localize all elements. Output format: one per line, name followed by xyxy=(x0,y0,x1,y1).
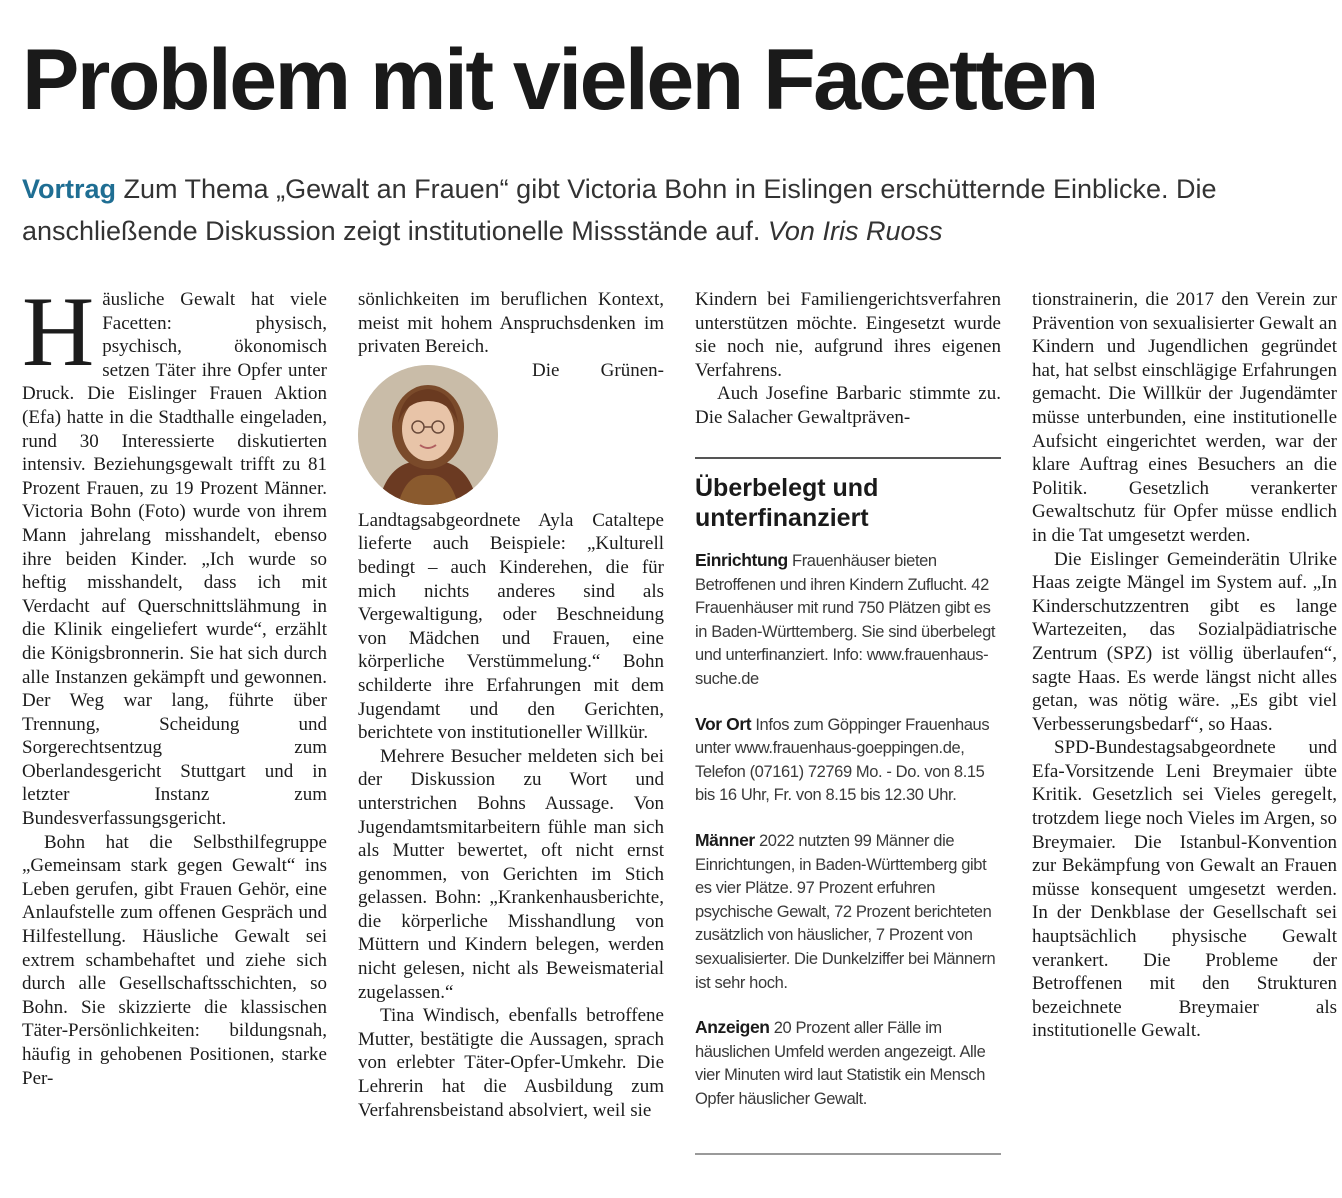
portrait-photo xyxy=(358,365,498,505)
info-item-label: Vor Ort xyxy=(695,713,752,734)
drop-cap: H xyxy=(22,276,95,387)
lead-paragraph xyxy=(22,168,1322,252)
paragraph: sönlichkeiten im beruflichen Kontext, meist mit hohem Anspruchsdenken im privaten Bereich. xyxy=(358,289,664,358)
paragraph-text: äusliche Gewalt hat viele Facetten: physisch, psychisch, ökonomisch setzen Täter ihre Opfer unter Druck. Die Eislinger Frauen Aktion (Efa) hatte in die Stadthalle eingeladen, rund 30 Interessierte diskutierten intensiv. Beziehungsgewalt trifft zu 81 Prozent Frauen, zu 19 Prozent Männer. Victoria Bohn (Foto) wurde von ihrem Mann jahrelang misshandelt, ebenso ihre beiden Kinder. „Ich wurde so heftig misshandelt, dass ich mit Verdacht auf Querschnittslähmung in die Klinik eingeliefert wurde“, erzählt die Königsbronnerin. Sie hat sich durch alle Instanzen gekämpft und gewonnen. Der Weg war lang, führte über Trennung, Scheidung und Sorgerechtsentzug zum Oberlandesgericht Stuttgart und in letzter Instanz zum Bundesverfassungsgericht. xyxy=(22,289,327,830)
paragraph: Tina Windisch, ebenfalls betroffene Mutter, bestätigte die Aussagen, sprach von erlebter Täter-Opfer-Umkehr. Die Lehrerin hat die Ausbildung zum Verfahrensbeistand absolviert, weil sie xyxy=(358,1005,664,1121)
headline: Problem mit vielen Facetten xyxy=(22,32,1097,128)
info-box xyxy=(695,457,1001,1155)
paragraph xyxy=(358,359,664,745)
info-item-text: Infos zum Göppinger Frauenhaus unter www.frauenhaus-goeppingen.de, Telefon (07161) 72769 Mo. - Do. von 8.15 bis 16 Uhr, Fr. von 8.15 bis 12.30 Uhr. xyxy=(695,715,990,805)
info-item-label: Männer xyxy=(695,829,755,850)
paragraph xyxy=(22,276,327,831)
paragraph: Mehrere Besucher meldeten sich bei der Diskussion zu Wort und unterstrichen Bohns Aussage. Von Jugendamtsmitarbeitern fühle man sich als Mutter bewertet, oft nicht ernst genommen, von Gerichten im Stich gelassen. Bohn: „Krankenhausberichte, die körperliche Misshandlung von Müttern und Kindern belegen, werden nicht gelesen, nicht als Beweismaterial zugelassen.“ xyxy=(358,745,664,1003)
info-item-label: Einrichtung xyxy=(695,550,788,570)
info-item-label: Anzeigen xyxy=(695,1017,770,1038)
paragraph: Die Eislinger Gemeinderätin Ulrike Haas zeigte Mängel im System auf. „In Kinderschutzzentren gibt es lange Wartezeiten, das Sozialpädiatrische Zentrum (SPZ) ist völlig überlaufen“, sagte Haas. Es werde längst nicht alles getan, was nötig wäre. „Es gibt viel Verbesserungsbedarf“, so Haas. xyxy=(1032,548,1337,735)
info-item-text: 20 Prozent aller Fälle im häuslichen Umfeld werden angezeigt. Alle vier Minuten wird laut Statistik ein Mensch Opfer häuslicher Gewalt. xyxy=(695,1019,986,1108)
byline: Von Iris Ruoss xyxy=(767,216,943,246)
paragraph: Bohn hat die Selbsthilfegruppe „Gemeinsam stark gegen Gewalt“ ins Leben gerufen, gibt Frauen Gehör, eine Anlaufstelle zum offenen Gespräch und Hilfestellung. Häusliche Gewalt sei extrem schambehaftet und ziehe sich durch alle Gesellschaftsschichten, so Bohn. Sie skizzierte die klassischen Täter-Persönlichkeiten: bildungsnah, häufig in gehobenen Positionen, starke Per- xyxy=(22,831,327,1089)
paragraph: tionstrainerin, die 2017 den Verein zur Prävention von sexualisierter Gewalt an Kindern und Jugendlichen gegründet hat, hat selbst einschlägige Erfahrungen gemacht. Die Willkür der Jugendämter müsse unterbunden, eine institutionelle Aufsicht eingerichtet werden, war der klare Auftrag eines Besuchers an die Politik. Gesetzlich verankerter Gewaltschutz für Opfer müsse endlich in die Tat umgesetzt werden. xyxy=(1032,289,1337,546)
paragraph: Auch Josefine Barbaric stimmte zu. Die Salacher Gewaltpräven- xyxy=(695,383,1001,428)
info-item-text: 2022 nutzten 99 Männer die Einrichtungen, in Baden-Württemberg gibt es vier Plätze. 97 Prozent erfuhren psychische Gewalt, 72 Prozent berichteten zusätzlich von häuslicher, 7 Prozent von sexualisierter. Die Dunkelziffer bei Männern ist sehr hoch. xyxy=(695,831,996,992)
info-item xyxy=(695,829,1001,995)
paragraph: Kindern bei Familiengerichtsverfahren unterstützen möchte. Eingesetzt wurde sie noch nie, aufgrund ihres eigenen Verfahrens. xyxy=(695,289,1001,381)
column-2 xyxy=(358,288,664,1122)
info-item xyxy=(695,549,1001,692)
paragraph: SPD-Bundestagsabgeordnete und Efa-Vorsitzende Leni Breymaier übte Kritik. Gesetzlich sei Vieles geregelt, trotzdem liege noch Vieles im Argen, so Breymaier. Die Istanbul-Konvention zur Bekämpfung von Gewalt an Frauen müsse konsequent umgesetzt werden. In der Denkblase der Gesellschaft sei hauptsächlich physische Gewalt verankert. Die Probleme der Betroffenen mit den Strukturen bezeichnete Breymaier als institutionelle Gewalt. xyxy=(1032,737,1337,1042)
info-item xyxy=(695,1016,1001,1111)
portrait-image xyxy=(358,365,498,505)
info-item-text: Frauenhäuser bieten Betroffenen und ihren Kindern Zuflucht. 42 Frauenhäuser mit rund 750 Plätzen gibt es in Baden-Württemberg. Sie sind überbelegt und unterfinanziert. Info: www.frauenhaus-suche.de xyxy=(695,552,996,688)
info-box-title: Überbelegt und unterfinanziert xyxy=(695,474,879,532)
column-3 xyxy=(695,288,1001,430)
kicker: Vortrag xyxy=(22,174,117,204)
column-4 xyxy=(1032,288,1337,1043)
lead-text: Zum Thema „Gewalt an Frauen“ gibt Victoria Bohn in Eislingen erschütternde Einblicke. Die anschließende Diskussion zeigt institutionelle Missstände auf. xyxy=(22,174,1217,246)
paragraph-text: Die Grünen-Landtagsabgeordnete Ayla Cataltepe lieferte auch Beispiele: „Kulturell bedingt – auch Kinderehen, die für mich nichts anderes sind als Vergewaltigung, oder Beschneidung von Mädchen und Frauen, eine körperliche Verstümmelung.“ Bohn schilderte ihre Erfahrungen mit dem Jugendamt und den Gerichten, berichtete von institutioneller Willkür. xyxy=(358,359,664,744)
info-item xyxy=(695,713,1001,808)
column-1 xyxy=(22,276,327,1090)
